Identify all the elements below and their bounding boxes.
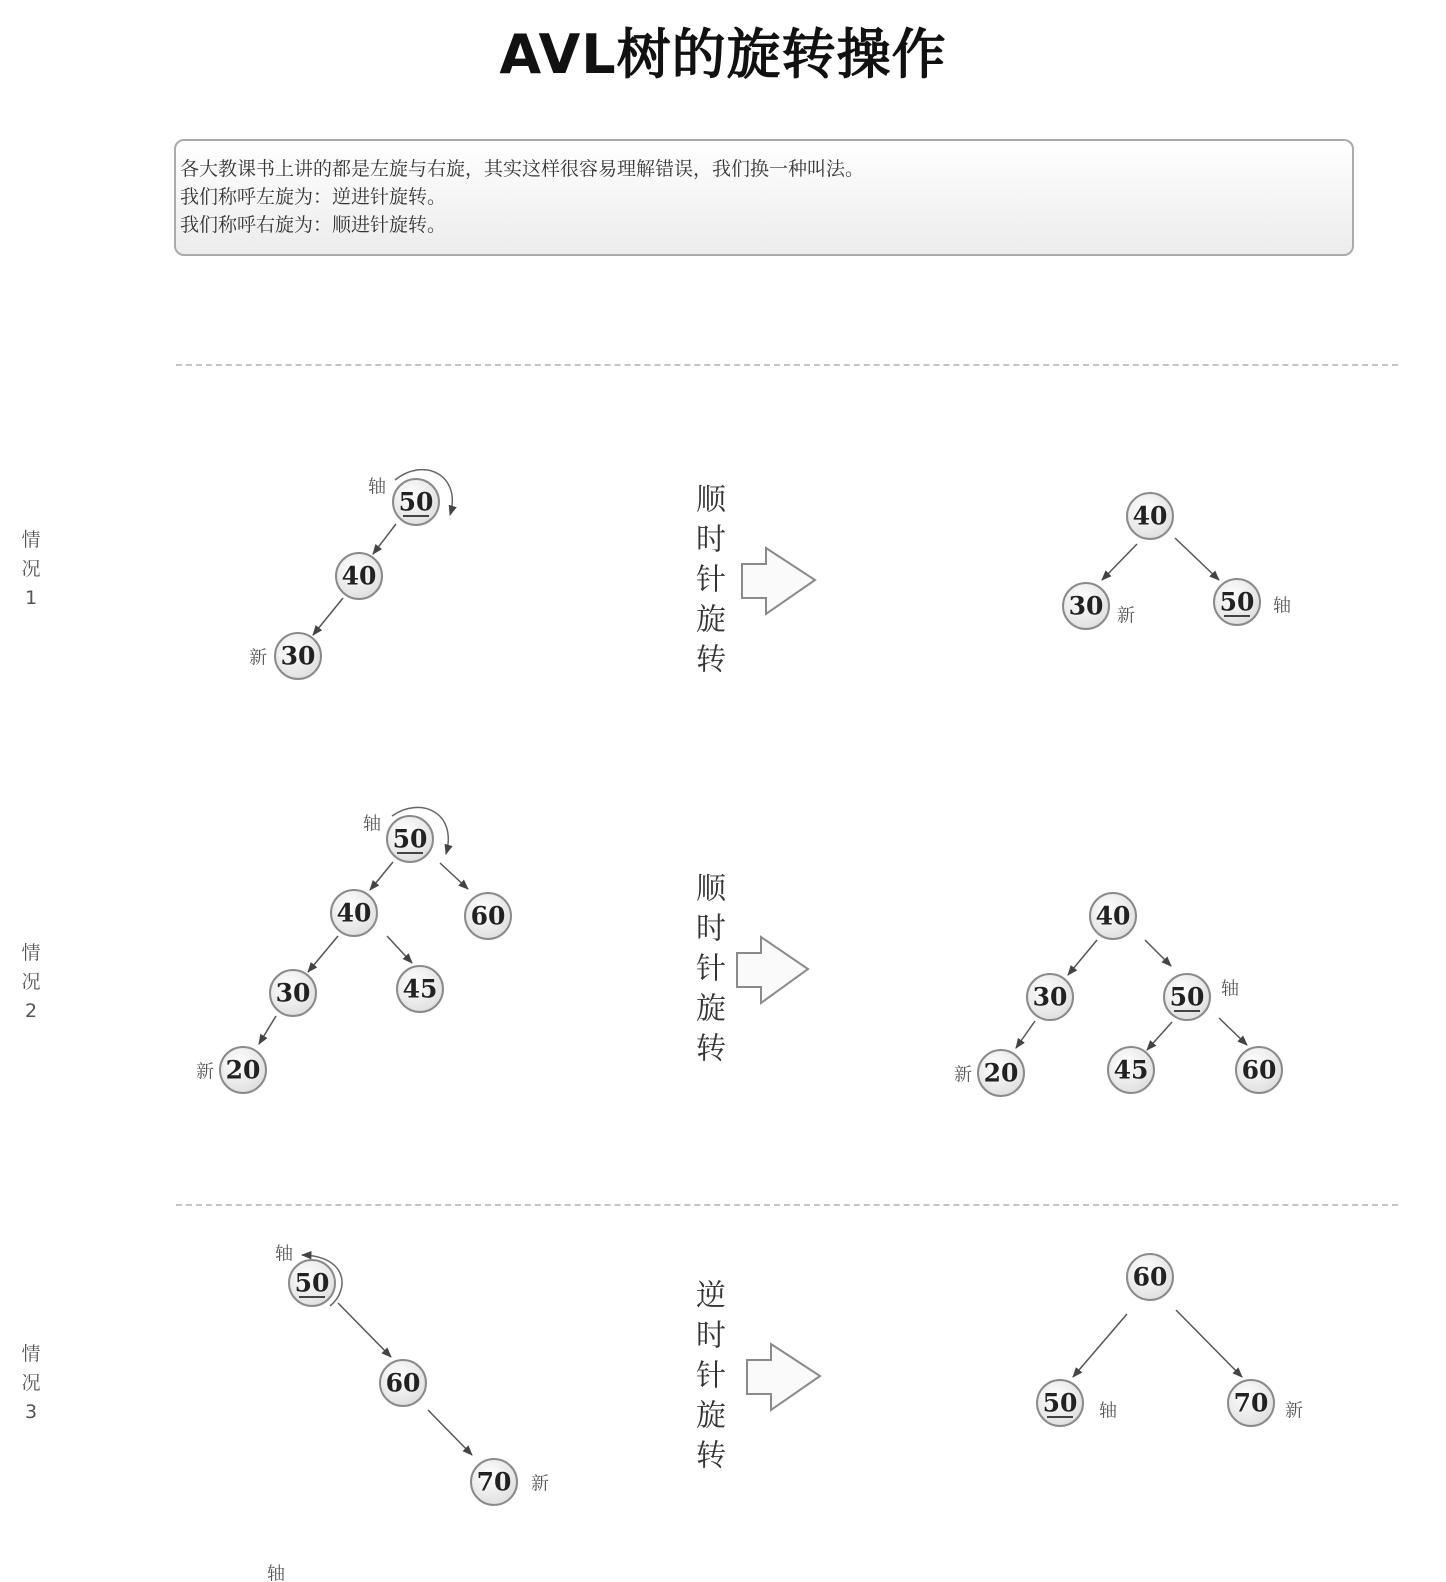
tree-edge	[1068, 940, 1097, 975]
operation-char: 时	[696, 522, 726, 558]
case-label-char: 况	[21, 971, 41, 993]
node-value: 60	[385, 1368, 421, 1398]
tree-edge	[1016, 1021, 1035, 1048]
node-value: 40	[1132, 501, 1168, 531]
case-2-before-tree	[196, 807, 511, 1093]
node-value: 20	[225, 1055, 261, 1085]
node-value: 45	[1113, 1055, 1149, 1085]
pivot-tag: 轴	[1099, 1400, 1117, 1422]
case-2-after-tree	[954, 893, 1282, 1096]
new-tag: 新	[1285, 1400, 1303, 1422]
note-line: 我们称呼右旋为：顺进针旋转。	[180, 214, 447, 236]
tree-edge	[1102, 544, 1137, 580]
case-label-char: 况	[21, 1372, 41, 1394]
node-value: 60	[1132, 1262, 1168, 1292]
new-tag: 新	[954, 1064, 972, 1086]
case-2-operation	[696, 872, 808, 1067]
right-arrow-icon	[747, 1344, 820, 1410]
pivot-tag: 轴	[1221, 978, 1239, 1000]
operation-char: 时	[696, 1318, 726, 1354]
node-value: 30	[1068, 591, 1104, 621]
node-value: 70	[1233, 1388, 1269, 1418]
node-value: 30	[275, 978, 311, 1008]
tree-edge	[440, 863, 468, 889]
tree-edge	[338, 1303, 391, 1357]
node-value: 20	[983, 1058, 1019, 1088]
operation-char: 顺	[696, 871, 726, 907]
tree-edge	[1147, 1022, 1172, 1050]
pivot-tag: 轴	[267, 1563, 285, 1582]
pivot-tag: 轴	[275, 1243, 293, 1265]
tree-edge	[1073, 1314, 1127, 1377]
tree-edge	[1219, 1018, 1247, 1045]
new-tag: 新	[1117, 605, 1135, 627]
tree-edge	[259, 1016, 276, 1044]
node-value: 50	[1219, 587, 1255, 617]
note-line: 各大教课书上讲的都是左旋与右旋，其实这样很容易理解错误，我们换一种叫法。	[180, 158, 865, 180]
right-arrow-icon	[742, 548, 815, 614]
node-value: 50	[294, 1268, 330, 1298]
case-3-operation	[696, 1279, 820, 1474]
node-value: 70	[476, 1467, 512, 1497]
tree-edge	[308, 936, 338, 972]
node-value: 45	[402, 974, 438, 1004]
case-3-after-tree	[1037, 1254, 1303, 1426]
node-value: 50	[1169, 982, 1205, 1012]
new-tag: 新	[196, 1061, 214, 1083]
case-label-char: 1	[24, 587, 38, 609]
operation-char: 顺	[696, 482, 726, 518]
pivot-tag: 轴	[368, 476, 386, 498]
tree-edge	[387, 936, 412, 963]
case-label-char: 情	[21, 529, 41, 551]
tree-edge	[373, 524, 396, 554]
page-title: AVL树的旋转操作	[499, 23, 947, 86]
tree-edge	[313, 598, 343, 635]
case-1-before-tree	[249, 470, 452, 679]
pivot-tag: 轴	[363, 813, 381, 835]
node-value: 30	[1032, 982, 1068, 1012]
operation-char: 旋	[696, 602, 726, 638]
operation-char: 时	[696, 911, 726, 947]
tree-edge	[370, 862, 393, 890]
case-label-char: 情	[21, 1343, 41, 1365]
operation-char: 旋	[696, 991, 726, 1027]
pivot-tag: 轴	[1273, 595, 1291, 617]
case-1-after-tree	[1063, 493, 1291, 629]
operation-char: 旋	[696, 1398, 726, 1434]
case-label-char: 2	[24, 1000, 38, 1022]
node-value: 50	[392, 824, 428, 854]
operation-char: 针	[696, 562, 726, 598]
case-3-before-tree	[275, 1244, 549, 1506]
node-value: 30	[280, 641, 316, 671]
operation-char: 针	[696, 951, 726, 987]
node-value: 40	[341, 561, 377, 591]
case-label-char: 3	[24, 1401, 38, 1423]
node-value: 60	[1241, 1055, 1277, 1085]
case-label-char: 情	[21, 942, 41, 964]
new-tag: 新	[249, 647, 267, 669]
case-1-operation	[696, 483, 815, 678]
tree-edge	[1145, 940, 1171, 966]
node-value: 50	[398, 487, 434, 517]
new-tag: 新	[531, 1473, 549, 1495]
node-value: 40	[336, 898, 372, 928]
tree-edge	[428, 1410, 472, 1455]
right-arrow-icon	[737, 937, 808, 1003]
operation-char: 转	[696, 642, 726, 678]
operation-char: 转	[696, 1031, 726, 1067]
tree-edge	[1176, 1310, 1242, 1377]
node-value: 60	[470, 901, 506, 931]
operation-char: 针	[696, 1358, 726, 1394]
node-value: 50	[1042, 1388, 1078, 1418]
node-value: 40	[1095, 901, 1131, 931]
operation-char: 转	[696, 1438, 726, 1474]
operation-char: 逆	[696, 1278, 726, 1314]
case-label-char: 况	[21, 558, 41, 580]
tree-edge	[1175, 538, 1219, 580]
note-line: 我们称呼左旋为：逆进针旋转。	[180, 186, 447, 208]
